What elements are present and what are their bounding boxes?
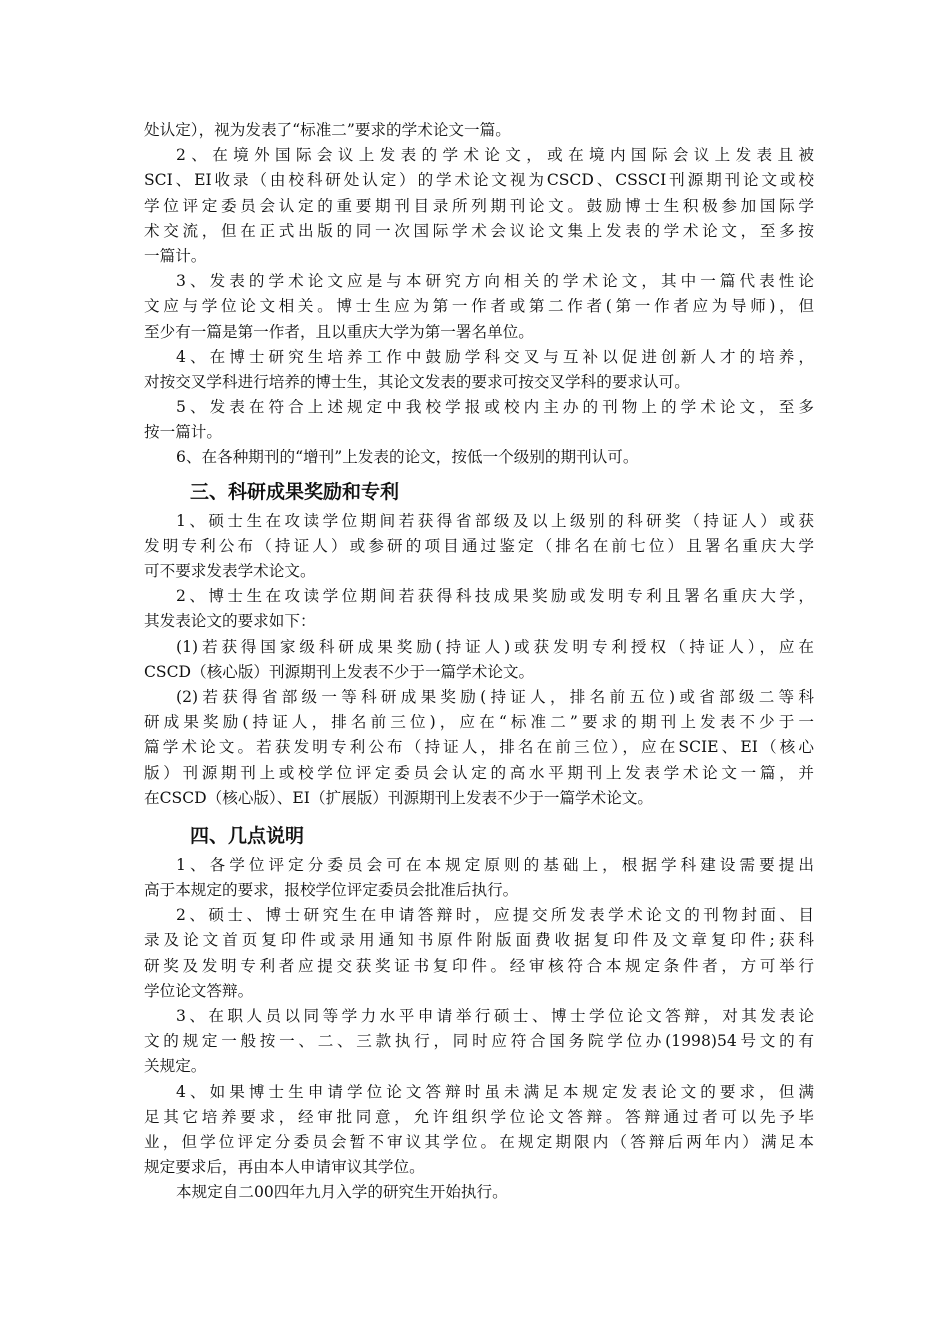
- section-heading-4: 四、几点说明: [190, 824, 305, 847]
- text-line: 4、在博士研究生培养工作中鼓励学科交叉与互补以促进创新人才的培养，: [176, 347, 814, 366]
- text-line: 对按交叉学科进行培养的博士生，其论文发表的要求可按交叉学科的要求认可。: [144, 372, 690, 391]
- text-line: 可不要求发表学术论文。: [144, 562, 316, 580]
- paragraph-section2-item5: [0, 395, 950, 445]
- text-line: 处认定），视为发表了“标准二”要求的学术论文一篇。: [144, 121, 511, 139]
- text-line: 4、如果博士生申请学位论文答辩时虽未满足本规定发表论文的要求，但满: [176, 1082, 814, 1101]
- paragraph-section4-item3: [0, 1004, 950, 1080]
- text-line: 录及论文首页复印件或录用通知书原件附版面费收据复印件及文章复印件;获科: [144, 931, 814, 950]
- text-line: 至少有一篇是第一作者，且以重庆大学为第一署名单位。: [144, 322, 534, 341]
- text-line: 关规定。: [144, 1057, 207, 1076]
- text-line: 一篇计。: [144, 246, 207, 265]
- text-line: 6、在各种期刊的“增刊”上发表的论文，按低一个级别的期刊认可。: [176, 448, 639, 467]
- text-line: 高于本规定的要求，报校学位评定委员会批准后执行。: [144, 881, 519, 900]
- text-line: 规定要求后，再由本人申请审议其学位。: [144, 1158, 425, 1177]
- text-line: (1)若获得国家级科研成果奖励(持证人)或获发明专利授权（持证人），应在: [176, 637, 814, 656]
- paragraph-section2-item2: [0, 143, 950, 269]
- text-line: 研奖及发明专利者应提交获奖证书复印件。经审核符合本规定条件者，方可举行: [144, 956, 814, 975]
- section-heading-3: 三、科研成果奖励和专利: [190, 480, 400, 503]
- text-line: 文的规定一般按一、二、三款执行，同时应符合国务院学位办(1998)54号文的有: [144, 1032, 814, 1051]
- text-line: 学位论文答辩。: [144, 981, 254, 1000]
- text-line: 3、发表的学术论文应是与本研究方向相关的学术论文，其中一篇代表性论: [176, 272, 814, 291]
- text-line: 文应与学位论文相关。博士生应为第一作者或第二作者(第一作者应为导师)，但: [144, 297, 814, 316]
- text-line: 篇学术论文。若获发明专利公布（持证人，排名在前三位），应在SCIE、EI（核心: [144, 738, 814, 757]
- paragraph-section3-sub2: [0, 685, 950, 811]
- text-line: 其发表论文的要求如下：: [144, 612, 316, 631]
- text-line: 1、硕士生在攻读学位期间若获得省部级及以上级别的科研奖（持证人）或获: [176, 511, 814, 530]
- paragraph-section3-item1: [0, 509, 950, 585]
- text-line: 版）刊源期刊上或校学位评定委员会认定的高水平期刊上发表学术论文一篇，并: [144, 763, 814, 782]
- text-line: CSCD（核心版）刊源期刊上发表不少于一篇学术论文。: [144, 662, 535, 681]
- text-line: 术交流，但在正式出版的同一次国际学术会议论文集上发表的学术论文，至多按: [144, 221, 814, 240]
- text-line: 1、各学位评定分委员会可在本规定原则的基础上，根据学科建设需要提出: [176, 855, 814, 874]
- text-line: SCI、EI收录（由校科研处认定）的学术论文视为CSCD、CSSCI刊源期刊论文或校: [144, 171, 814, 190]
- text-line: 在CSCD（核心版）、EI（扩展版）刊源期刊上发表不少于一篇学术论文。: [144, 788, 654, 807]
- paragraph-section4-item4: [0, 1080, 950, 1181]
- paragraph-section2-item6: [0, 445, 950, 470]
- paragraph-section2-item3: [0, 269, 950, 345]
- text-line: 发明专利公布（持证人）或参研的项目通过鉴定（排名在前七位）且署名重庆大学: [144, 536, 814, 555]
- paragraph-section3-sub1: [0, 635, 950, 685]
- paragraph-section4-item1: [0, 853, 950, 903]
- text-line: 研成果奖励(持证人，排名前三位)，应在“标准二”要求的期刊上发表不少于一: [144, 713, 814, 732]
- paragraph-section4-closing: [0, 1180, 950, 1205]
- paragraph-section4-item2: [0, 903, 950, 1004]
- text-line: 2、硕士、博士研究生在申请答辩时，应提交所发表学术论文的刊物封面、目: [176, 906, 814, 925]
- text-line: 本规定自二00四年九月入学的研究生开始执行。: [176, 1183, 508, 1202]
- text-line: 按一篇计。: [144, 423, 222, 442]
- text-line: 3、在职人员以同等学力水平申请举行硕士、博士学位论文答辩，对其发表论: [176, 1007, 814, 1025]
- text-line: 学位评定委员会认定的重要期刊目录所列期刊论文。鼓励博士生积极参加国际学: [144, 196, 814, 215]
- text-line: 业，但学位评定分委员会暂不审议其学位。在规定期限内（答辩后两年内）满足本: [144, 1132, 814, 1151]
- paragraph-section3-item2: [0, 584, 950, 634]
- paragraph-section2-item4: [0, 345, 950, 395]
- text-line: 5、发表在符合上述规定中我校学报或校内主办的刊物上的学术论文，至多: [176, 398, 814, 417]
- paragraph-section2-p0: [0, 118, 950, 143]
- text-line: 2、在境外国际会议上发表的学术论文，或在境内国际会议上发表且被: [176, 146, 814, 165]
- text-line: (2)若获得省部级一等科研成果奖励(持证人，排名前五位)或省部级二等科: [176, 687, 814, 706]
- text-line: 足其它培养要求，经审批同意，允许组织学位论文答辩。答辩通过者可以先予毕: [144, 1107, 814, 1126]
- text-line: 2、博士生在攻读学位期间若获得科技成果奖励或发明专利且署名重庆大学，: [176, 587, 814, 606]
